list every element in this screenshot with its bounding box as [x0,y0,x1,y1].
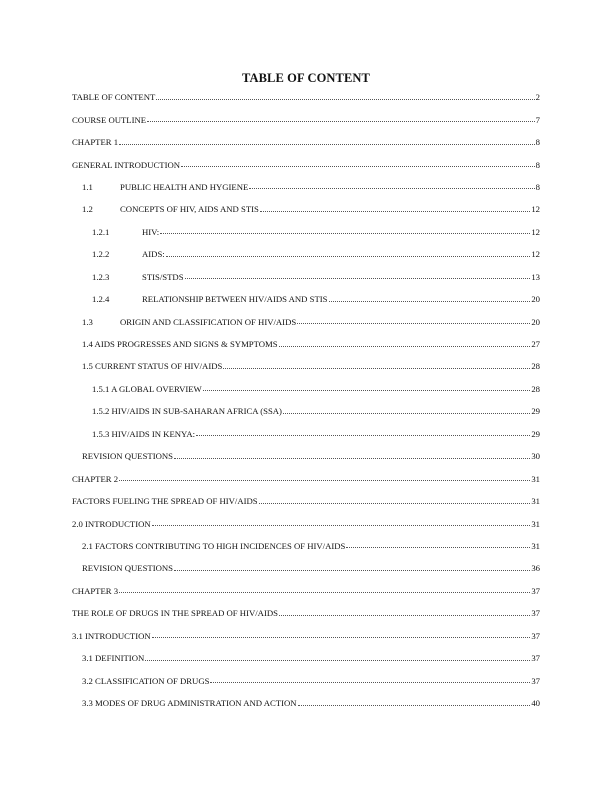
entry-title: ORIGIN AND CLASSIFICATION OF HIV/AIDS [120,316,297,327]
toc-entry[interactable] [72,198,540,220]
dot-leader [147,121,535,122]
entry-page: 28 [531,383,540,394]
entry-title: FACTORS FUELING THE SPREAD OF HIV/AIDS [72,496,258,507]
dot-leader [185,278,531,279]
dot-leader [152,525,531,526]
toc-entry[interactable] [72,512,540,534]
entry-page: 7 [535,114,540,125]
toc-entry[interactable] [72,176,540,198]
toc-entry[interactable] [72,221,540,243]
entry-page: 8 [535,137,540,148]
dot-leader [156,99,534,100]
entry-title: CHAPTER 1 [72,137,119,148]
dot-leader [196,435,530,436]
entry-title: 1.5.2 HIV/AIDS IN SUB-SAHARAN AFRICA (SSA) [92,406,282,417]
entry-page: 40 [531,698,540,709]
dot-leader [119,592,530,593]
entry-title: 3.2 CLASSIFICATION OF DRUGS [82,675,210,686]
dot-leader [119,144,535,145]
entry-title: GENERAL INTRODUCTION [72,159,181,170]
entry-title: 3.1 DEFINITION [82,653,145,664]
dot-leader [152,637,531,638]
entry-page: 13 [531,271,540,282]
entry-title: 1.4 AIDS PROGRESSES AND SIGNS & SYMPTOMS [82,339,278,350]
entry-title: 2.0 INTRODUCTION [72,518,151,529]
entry-title: 1.5 CURRENT STATUS OF HIV/AIDS [82,361,223,372]
entry-title: AIDS: [142,249,165,260]
entry-page: 30 [531,451,540,462]
entry-number: 1.2.3 [92,271,110,282]
entry-page: 12 [531,226,540,237]
entry-page: 31 [531,473,540,484]
toc-entry[interactable] [72,153,540,175]
toc-entry[interactable] [72,467,540,489]
entry-page: 37 [531,585,540,596]
entry-number: 1.3 [82,316,93,327]
entry-title: CHAPTER 2 [72,473,119,484]
dot-leader [279,615,530,616]
entry-page: 37 [531,630,540,641]
entry-title: 3.1 INTRODUCTION [72,630,151,641]
dot-leader [279,346,531,347]
entry-title: HIV: [142,226,160,237]
toc-entry[interactable] [72,625,540,647]
entry-number: 1.2.1 [92,226,110,237]
dot-leader [283,413,530,414]
entry-page: 8 [535,181,540,192]
toc-entry[interactable] [72,355,540,377]
toc-entry[interactable] [72,647,540,669]
entry-page: 28 [531,361,540,372]
entry-page: 31 [531,540,540,551]
entry-page: 31 [531,518,540,529]
dot-leader [119,480,530,481]
dot-leader [174,458,530,459]
toc-entry[interactable] [72,445,540,467]
entry-number: 1.2.2 [92,249,110,260]
toc-entry[interactable] [72,557,540,579]
dot-leader [145,660,530,661]
entry-page: 20 [531,294,540,305]
entry-title: TABLE OF CONTENT [72,92,156,103]
entry-title: STIS/STDS [142,271,184,282]
toc-entry[interactable] [72,131,540,153]
toc-entry[interactable] [72,288,540,310]
entry-title: 1.5.1 A GLOBAL OVERVIEW [92,383,202,394]
entry-page: 20 [531,316,540,327]
toc-entry[interactable] [72,490,540,512]
toc-entry[interactable] [72,86,540,108]
entry-title: PUBLIC HEALTH AND HYGIENE [120,181,249,192]
entry-title: 2.1 FACTORS CONTRIBUTING TO HIGH INCIDENCES OF HIV/AIDS [82,540,346,551]
dot-leader [174,570,530,571]
dot-leader [329,301,531,302]
dot-leader [298,705,531,706]
toc-entry[interactable] [72,669,540,691]
entry-title: COURSE OUTLINE [72,114,147,125]
entry-page: 31 [531,496,540,507]
entry-page: 27 [531,339,540,350]
entry-title: THE ROLE OF DRUGS IN THE SPREAD OF HIV/AIDS [72,608,278,619]
entry-page: 8 [535,159,540,170]
toc-entry[interactable] [72,310,540,332]
dot-leader [249,188,534,189]
toc-entry[interactable] [72,378,540,400]
dot-leader [260,211,530,212]
toc-title: TABLE OF CONTENT [241,71,370,85]
entry-page: 2 [535,92,540,103]
entry-title: 3.3 MODES OF DRUG ADMINISTRATION AND ACTION [82,698,297,709]
toc-entry[interactable] [72,580,540,602]
entry-page: 36 [531,563,540,574]
dot-leader [210,682,530,683]
entry-title: REVISION QUESTIONS [82,563,173,574]
dot-leader [166,256,531,257]
entry-title: REVISION QUESTIONS [82,451,173,462]
entry-number: 1.2.4 [92,294,110,305]
toc-entry[interactable] [72,333,540,355]
dot-leader [346,547,530,548]
entry-title: CONCEPTS OF HIV, AIDS AND STIS [120,204,259,215]
entry-title: CHAPTER 3 [72,585,119,596]
entry-page: 12 [531,204,540,215]
dot-leader [203,390,531,391]
entry-page: 29 [531,428,540,439]
entry-title: 1.5.3 HIV/AIDS IN KENYA: [92,428,196,439]
entry-page: 12 [531,249,540,260]
entry-title: RELATIONSHIP BETWEEN HIV/AIDS AND STIS [142,294,328,305]
dot-leader [181,166,535,167]
toc-entry[interactable] [72,266,540,288]
entry-number: 1.1 [82,181,93,192]
toc-entry[interactable] [72,602,540,624]
toc-list [72,86,540,714]
dot-leader [160,233,530,234]
entry-page: 29 [531,406,540,417]
dot-leader [259,503,531,504]
toc-entry[interactable] [72,108,540,130]
entry-page: 37 [531,653,540,664]
dot-leader [297,323,530,324]
toc-entry[interactable] [72,243,540,265]
entry-number: 1.2 [82,204,93,215]
toc-entry[interactable] [72,535,540,557]
toc-entry[interactable] [72,692,540,714]
toc-entry[interactable] [72,423,540,445]
toc-entry[interactable] [72,400,540,422]
entry-page: 37 [531,675,540,686]
dot-leader [223,368,530,369]
entry-page: 37 [531,608,540,619]
